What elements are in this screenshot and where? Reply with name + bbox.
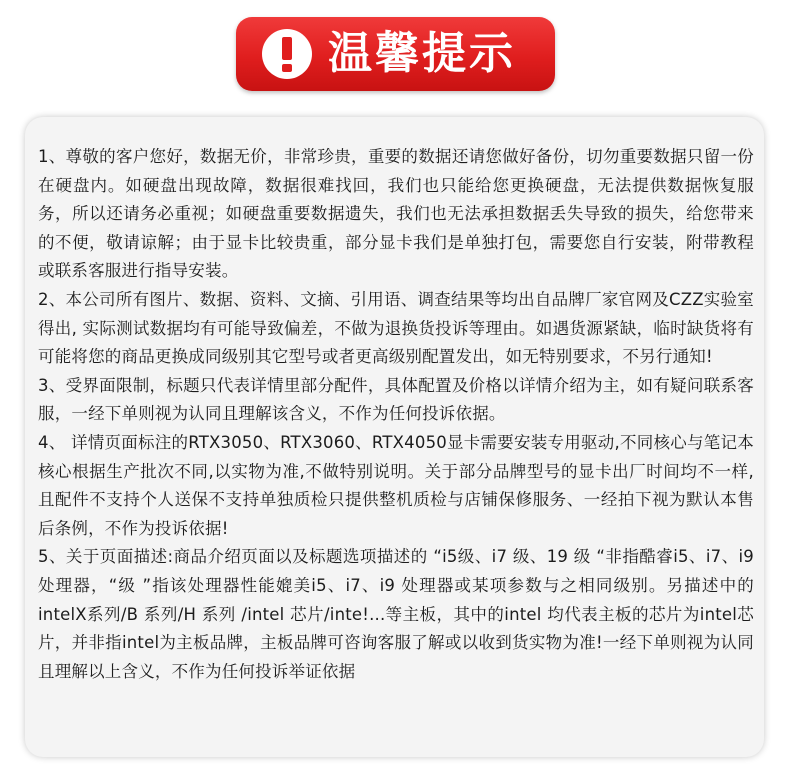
notice-card — [25, 117, 764, 757]
notice-paragraph-3: 3、受界面限制，标题只代表详情里部分配件，具体配置及价格以详情介绍为主，如有疑问联系客服，一经下单则视为认同且理解该含义，不作为任何投诉依据。 — [38, 375, 754, 424]
notice-paragraph-2: 2、本公司所有图片、数据、资料、文摘、引用语、调查结果等均出自品牌厂家官网及CZZ实验室得出, 实际测试数据均有可能导致偏差，不做为退换货投诉等理由。如遇货源紧缺，临时缺货将有可能将您的商品更换成同级别其它型号或者更高级别配置发出，如无特别要求，不另行通知! — [38, 289, 754, 367]
notice-paragraph-5: 5、关于页面描述:商品介绍页面以及标题选项描述的 “i5级、i7 级、19 级 “非指酷睿i5、i7、i9处理器，“级 ”指该处理器性能媲美i5、i7、i9 处理器或某项参数与之相同级别。另描述中的intelX系列/B 系列/H 系列 /intel 芯片/inte!...等主板，其中的intel 均代表主板的芯片为intel芯片，并非指intel为主板品牌，主板品牌可咨询客服了解或以收到货实物为准!一经下单则视为认同且理解以上含义，不作为任何投诉举证依据 — [38, 547, 754, 681]
warm-tips-banner — [236, 17, 555, 91]
notice-paragraph-1: 1、尊敬的客户您好，数据无价，非常珍贵，重要的数据还请您做好备份，切勿重要数据只留一份在硬盘内。如硬盘出现故障，数据很难找回，我们也只能给您更换硬盘，无法提供数据恢复服务，所以还请务必重视；如硬盘重要数据遗失，我们也无法承担数据丢失导致的损失，给您带来的不便，敬请谅解；由于显卡比较贵重，部分显卡我们是单独打包，需要您自行安装，附带教程或联系客服进行指导安装。 — [38, 147, 754, 281]
banner-title: 温馨提示 — [328, 28, 516, 79]
notice-text — [38, 143, 754, 686]
exclamation-icon — [262, 29, 312, 79]
notice-paragraph-4: 4、 详情页面标注的RTX3050、RTX3060、RTX4050显卡需要安装专用驱动,不同核心与笔记本核心根据生产批次不同,以实物为准,不做特别说明。关于部分品牌型号的显卡出厂时间均不一样,且配件不支持个人送保不支持单独质检只提供整机质检与店铺保修服务、一经拍下视为默认本售后条例，不作为投诉依据! — [38, 432, 754, 538]
